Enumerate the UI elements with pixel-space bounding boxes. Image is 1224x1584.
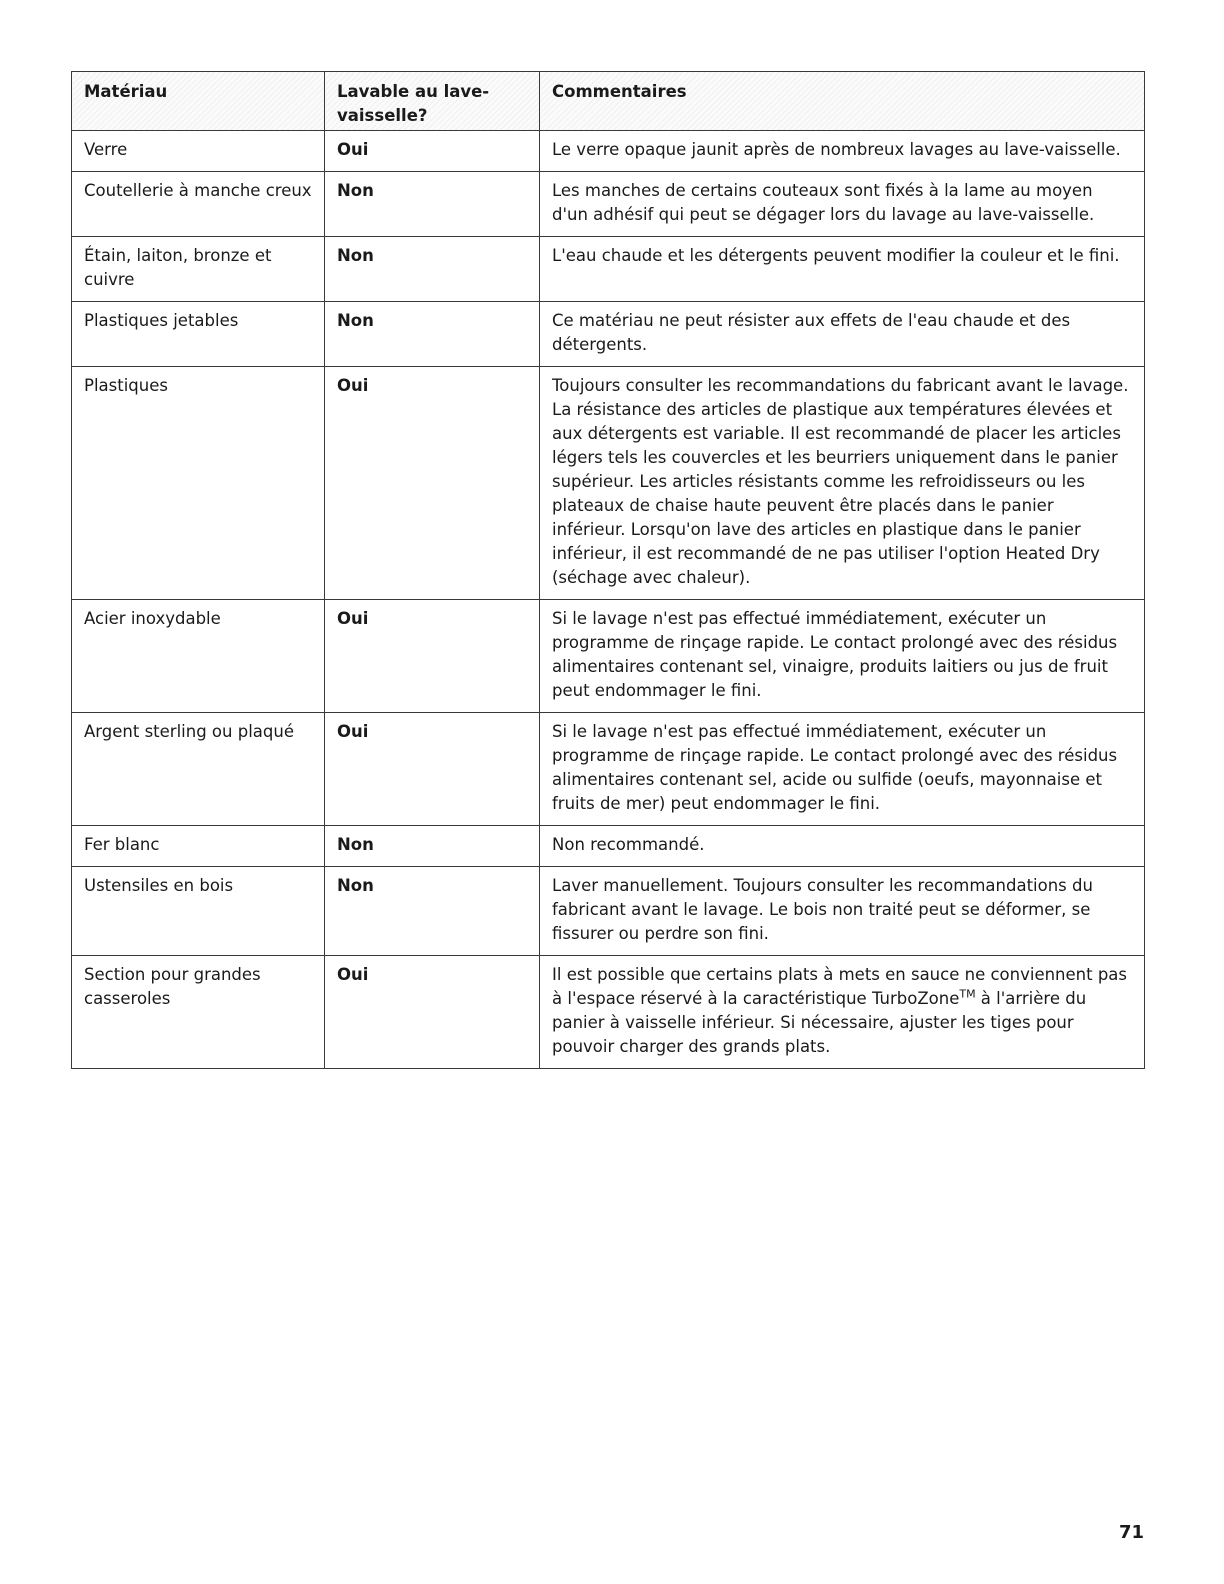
materials-table (71, 71, 1145, 1069)
table-row (72, 302, 1145, 367)
material-cell: Section pour grandes casseroles (72, 956, 325, 1069)
washable-cell: Non (325, 867, 540, 956)
comment-cell: Si le lavage n'est pas effectué immédiatement, exécuter un programme de rinçage rapide. Le contact prolongé avec des résidus alimentaires contenant sel, acide ou sulfide (oeufs, mayonnaise et fruits de mer) peut endommager le fini. (540, 713, 1145, 826)
material-cell: Argent sterling ou plaqué (72, 713, 325, 826)
comment-cell (540, 956, 1145, 1069)
washable-cell: Oui (325, 600, 540, 713)
material-cell: Fer blanc (72, 826, 325, 867)
comment-cell: Le verre opaque jaunit après de nombreux lavages au lave-vaisselle. (540, 131, 1145, 172)
table-row (72, 367, 1145, 600)
trademark-superscript: TM (959, 987, 976, 1001)
table-row (72, 713, 1145, 826)
comment-cell: Ce matériau ne peut résister aux effets de l'eau chaude et des détergents. (540, 302, 1145, 367)
table-row (72, 237, 1145, 302)
comment-cell: L'eau chaude et les détergents peuvent modifier la couleur et le fini. (540, 237, 1145, 302)
comment-cell: Non recommandé. (540, 826, 1145, 867)
comment-cell: Les manches de certains couteaux sont fixés à la lame au moyen d'un adhésif qui peut se dégager lors du lavage au lave-vaisselle. (540, 172, 1145, 237)
header-dishwasher-safe: Lavable au lave-vaisselle? (325, 72, 540, 131)
washable-cell: Oui (325, 131, 540, 172)
table-row (72, 600, 1145, 713)
table-header-row (72, 72, 1145, 131)
table-row (72, 172, 1145, 237)
table-row (72, 867, 1145, 956)
comment-cell: Toujours consulter les recommandations du fabricant avant le lavage. La résistance des articles de plastique aux températures élevées et aux détergents est variable. Il est recommandé de placer les articles légers tels les couvercles et les beurriers uniquement dans le panier supérieur. Les articles résistants comme les refroidisseurs ou les plateaux de chaise haute peuvent être placés dans le panier inférieur. Lorsqu'on lave des articles en plastique dans le panier inférieur, il est recommandé de ne pas utiliser l'option Heated Dry (séchage avec chaleur). (540, 367, 1145, 600)
washable-cell: Oui (325, 956, 540, 1069)
washable-cell: Oui (325, 713, 540, 826)
header-comments: Commentaires (540, 72, 1145, 131)
table-row (72, 131, 1145, 172)
washable-cell: Oui (325, 367, 540, 600)
comment-cell: Laver manuellement. Toujours consulter les recommandations du fabricant avant le lavage. Le bois non traité peut se déformer, se fissurer ou perdre son fini. (540, 867, 1145, 956)
comment-text-after: à l'arrière du panier à vaisselle inférieur. Si nécessaire, ajuster les tiges pour pouvoir charger des grands plats. (552, 989, 1087, 1056)
material-cell: Plastiques jetables (72, 302, 325, 367)
comment-text-before: Il est possible que certains plats à mets en sauce ne conviennent pas à l'espace réservé à la caractéristique TurboZone (552, 965, 1128, 1008)
material-cell: Acier inoxydable (72, 600, 325, 713)
comment-cell: Si le lavage n'est pas effectué immédiatement, exécuter un programme de rinçage rapide. Le contact prolongé avec des résidus alimentaires contenant sel, vinaigre, produits laitiers ou jus de fruit peut endommager le fini. (540, 600, 1145, 713)
washable-cell: Non (325, 826, 540, 867)
washable-cell: Non (325, 172, 540, 237)
table-row (72, 826, 1145, 867)
material-cell: Étain, laiton, bronze et cuivre (72, 237, 325, 302)
material-cell: Coutellerie à manche creux (72, 172, 325, 237)
material-cell: Plastiques (72, 367, 325, 600)
washable-cell: Non (325, 237, 540, 302)
washable-cell: Non (325, 302, 540, 367)
header-material: Matériau (72, 72, 325, 131)
material-cell: Verre (72, 131, 325, 172)
table-row (72, 956, 1145, 1069)
material-cell: Ustensiles en bois (72, 867, 325, 956)
page-number: 71 (1118, 1522, 1144, 1543)
